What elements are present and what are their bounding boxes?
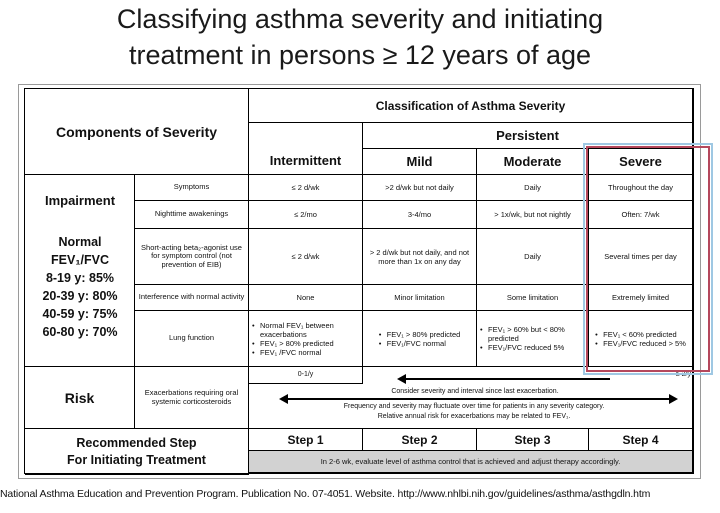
severe-column-highlight xyxy=(586,146,710,372)
normal-label: Normal xyxy=(58,235,102,249)
normal-fev1-fvc-values xyxy=(25,233,135,341)
saba-mild: > 2 d/wk but not daily, and not more than 1x on any day xyxy=(363,229,477,285)
nighttime-moderate: > 1x/wk, but not nightly xyxy=(477,201,589,229)
page-title-line-2: treatment in persons ≥ 12 years of age xyxy=(128,40,592,70)
lung-intermittent-item: • FEV₁ > 80% predicted xyxy=(252,339,359,348)
step-3: Step 3 xyxy=(477,429,589,451)
interference-severe: Extremely limited xyxy=(589,285,693,311)
lung-mild-item: • FEV₁ > 80% predicted xyxy=(379,330,461,339)
recommended-step-label xyxy=(25,429,249,475)
lung-function-mild xyxy=(363,311,477,367)
risk-arrow-top-head xyxy=(397,374,406,384)
symptoms-moderate: Daily xyxy=(477,175,589,201)
interference-moderate: Some limitation xyxy=(477,285,589,311)
fev1-fvc-label: FEV₁/FVC xyxy=(51,253,109,267)
mild-header: Mild xyxy=(363,149,477,175)
exacerbations-label: Exacerbations requiring oral systemic corticosteroids xyxy=(135,367,249,429)
lung-function-moderate xyxy=(477,311,589,367)
saba-moderate: Daily xyxy=(477,229,589,285)
nighttime-intermittent: ≤ 2/mo xyxy=(249,201,363,229)
severe-header: Severe xyxy=(589,149,693,175)
symptoms-mild: >2 d/wk but not daily xyxy=(363,175,477,201)
saba-intermittent: ≤ 2 d/wk xyxy=(249,229,363,285)
age-20-39-value: 20-39 y: 80% xyxy=(42,289,118,303)
impairment-cell xyxy=(25,175,135,367)
risk-note-3: Relative annual risk for exacerbations may be related to FEV₁. xyxy=(377,413,571,420)
lung-mild-item: • FEV₁/FVC normal xyxy=(379,339,461,348)
moderate-header: Moderate xyxy=(477,149,589,175)
age-40-59-value: 40-59 y: 75% xyxy=(42,307,118,321)
lung-moderate-item: • FEV₁ > 60% but < 80% predicted xyxy=(480,325,585,343)
symptoms-intermittent: ≤ 2 d/wk xyxy=(249,175,363,201)
classification-header: Classification of Asthma Severity xyxy=(249,89,693,123)
recommended-step-line-2: For Initiating Treatment xyxy=(67,452,206,467)
persistent-header: Persistent xyxy=(363,123,693,149)
symptoms-label: Symptoms xyxy=(135,175,249,201)
risk-note-1: Consider severity and interval since last exacerbation. xyxy=(391,388,559,395)
risk-intermittent-value: 0-1/y xyxy=(249,367,363,384)
risk-label: Risk xyxy=(25,367,135,429)
lung-severe-item: • FEV₁/FVC reduced > 5% xyxy=(595,339,686,348)
components-of-severity-header: Components of Severity xyxy=(25,89,249,175)
nighttime-mild: 3-4/mo xyxy=(363,201,477,229)
risk-arrow-top-line xyxy=(405,378,610,380)
risk-double-arrow-line xyxy=(287,398,669,400)
treatment-note: In 2-6 wk, evaluate level of asthma control that is achieved and adjust therapy accordingly. xyxy=(249,451,693,473)
interference-label: Interference with normal activity xyxy=(135,285,249,311)
lung-function-label: Lung function xyxy=(135,311,249,367)
interference-mild: Minor limitation xyxy=(363,285,477,311)
lung-severe-item: • FEV₁ < 60% predicted xyxy=(595,330,686,339)
saba-use-label: Short-acting beta₂-agonist use for symptom control (not prevention of EIB) xyxy=(135,229,249,285)
age-60-80-value: 60-80 y: 70% xyxy=(42,325,118,339)
lung-function-intermittent xyxy=(249,311,363,367)
intermittent-header: Intermittent xyxy=(249,123,363,175)
lung-intermittent-item: • Normal FEV₁ between exacerbations xyxy=(252,321,359,339)
lung-moderate-item: • FEV₁/FVC reduced 5% xyxy=(480,343,585,352)
step-2: Step 2 xyxy=(363,429,477,451)
age-8-19-value: 8-19 y: 85% xyxy=(45,271,115,285)
step-1: Step 1 xyxy=(249,429,363,451)
impairment-label: Impairment xyxy=(44,193,116,208)
interference-intermittent: None xyxy=(249,285,363,311)
symptoms-severe: Throughout the day xyxy=(589,175,693,201)
recommended-step-line-1: Recommended Step xyxy=(76,435,197,450)
risk-severe-value: ≥ 2/y xyxy=(675,371,691,378)
saba-severe: Several times per day xyxy=(589,229,693,285)
risk-note-2: Frequency and severity may fluctuate over time for patients in any severity category. xyxy=(343,403,605,410)
lung-intermittent-item: • FEV₁ /FVC normal xyxy=(252,348,359,357)
page-title-line-1: Classifying asthma severity and initiating xyxy=(116,4,604,34)
nighttime-label: Nighttime awakenings xyxy=(135,201,249,229)
step-4: Step 4 xyxy=(589,429,693,451)
nighttime-severe: Often: 7/wk xyxy=(589,201,693,229)
source-citation: National Asthma Education and Prevention Program. Publication No. 07-4051. Website. http://www.nhlbi.nih.gov/guidelines/asthma/asthgdln.htm xyxy=(0,488,651,500)
